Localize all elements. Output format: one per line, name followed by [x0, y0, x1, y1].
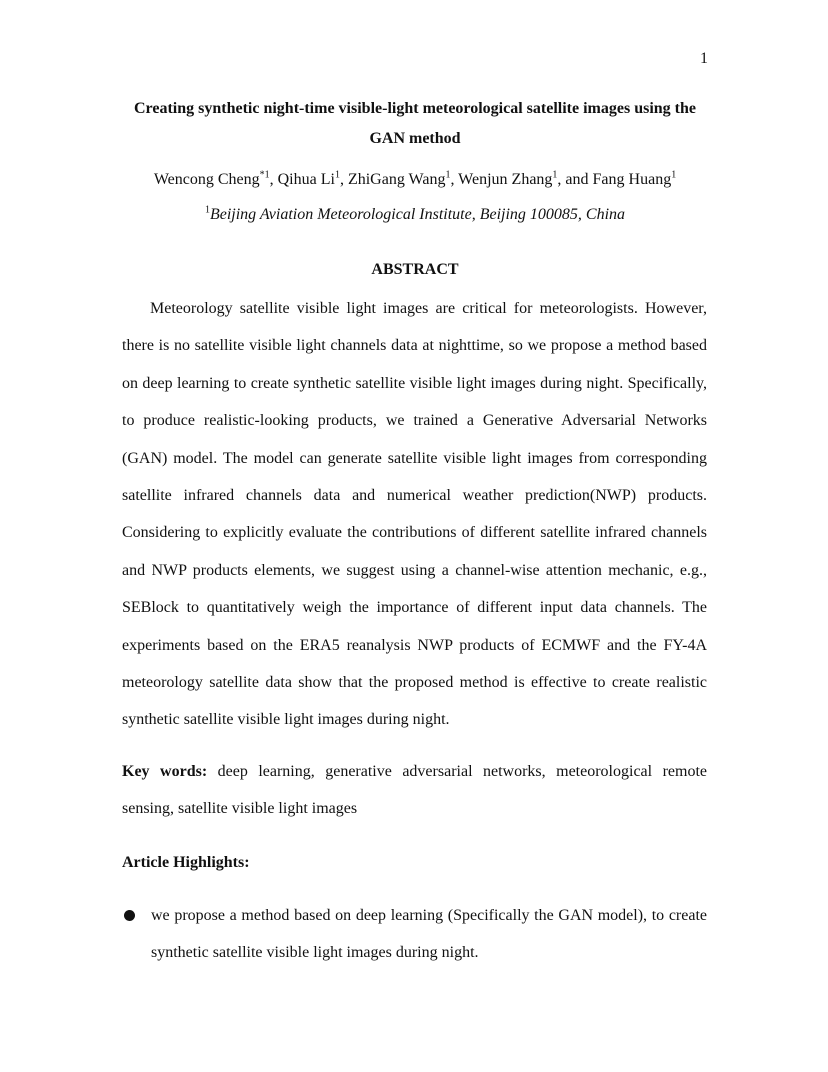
author-affiliation-mark: *1 — [259, 169, 270, 181]
affiliation-text: Beijing Aviation Meteorological Institute, Beijing 100085, China — [209, 206, 626, 223]
author-affiliation-mark: 1 — [445, 169, 451, 181]
keywords — [122, 753, 707, 828]
keywords-text: deep learning, generative adversarial networks, meteorological remote sensing, satellite visible light images — [122, 763, 707, 818]
author-name: Wencong Cheng — [153, 171, 260, 188]
abstract-body: Meteorology satellite visible light images are critical for meteorologists. However, there is no satellite visible light channels data at nighttime, so we propose a method based on deep learning to create synthetic satellite visible light images during night. Specifically, to produce realistic-looking products, we trained a Generative Adversarial Networks (GAN) model. The model can generate satellite visible light images from corresponding satellite infrared channels data and numerical weather prediction(NWP) products. Considering to explicitly evaluate the contributions of different satellite infrared channels and NWP products elements, we suggest using a channel-wise attention mechanic, e.g., SEBlock to quantitatively weigh the importance of different input data channels. The experiments based on the ERA5 reanalysis NWP products of ECMWF and the FY-4A meteorology satellite data show that the proposed method is effective to create realistic synthetic satellite visible light images during night. — [122, 300, 707, 729]
affiliation-mark: 1 — [204, 204, 210, 216]
author-separator: , — [269, 171, 278, 188]
author-name: ZhiGang Wang — [347, 171, 446, 188]
highlight-text: we propose a method based on deep learning (Specifically the GAN model), to create synthetic satellite visible light images during night. — [151, 907, 707, 962]
author-separator: , — [339, 171, 348, 188]
bullet-icon — [124, 910, 135, 921]
author-separator: , and — [557, 171, 593, 188]
paper-title: Creating synthetic night-time visible-light meteorological satellite images using the GAN method — [133, 100, 696, 147]
author-affiliation-mark: 1 — [671, 169, 677, 181]
author-name: Fang Huang — [592, 171, 672, 188]
affiliation — [120, 204, 710, 226]
highlights-heading: Article Highlights: — [122, 854, 250, 871]
author-name: Qihua Li — [277, 171, 335, 188]
keywords-label: Key words: — [122, 763, 208, 780]
highlights-list — [122, 897, 707, 972]
author-affiliation-mark: 1 — [552, 169, 558, 181]
author-list — [120, 169, 710, 191]
author-affiliation-mark: 1 — [334, 169, 340, 181]
highlight-item — [122, 897, 707, 972]
page-number: 1 — [700, 50, 708, 67]
author-separator: , — [450, 171, 459, 188]
abstract-heading: ABSTRACT — [371, 261, 459, 278]
author-name: Wenjun Zhang — [458, 171, 553, 188]
